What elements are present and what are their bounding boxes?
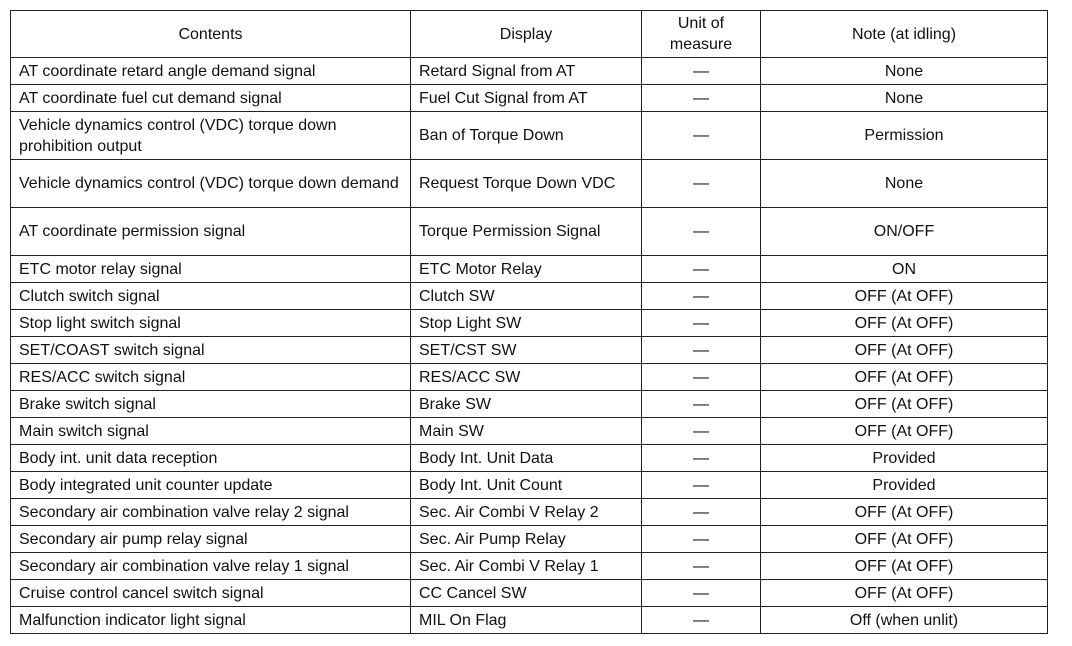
spec-table <box>10 10 1048 634</box>
table-row <box>11 472 1048 499</box>
cell-unit: — <box>642 160 761 208</box>
header-display: Display <box>411 11 642 58</box>
cell-display: Fuel Cut Signal from AT <box>411 85 642 112</box>
cell-note: OFF (At OFF) <box>761 391 1048 418</box>
cell-display: Brake SW <box>411 391 642 418</box>
table-row <box>11 418 1048 445</box>
table-row <box>11 58 1048 85</box>
cell-note: ON/OFF <box>761 208 1048 256</box>
table-row <box>11 283 1048 310</box>
table-row <box>11 364 1048 391</box>
cell-contents: Malfunction indicator light signal <box>11 607 411 634</box>
cell-unit: — <box>642 208 761 256</box>
cell-note: OFF (At OFF) <box>761 418 1048 445</box>
cell-contents: RES/ACC switch signal <box>11 364 411 391</box>
cell-note: OFF (At OFF) <box>761 337 1048 364</box>
cell-note: None <box>761 58 1048 85</box>
table-row <box>11 310 1048 337</box>
cell-unit: — <box>642 553 761 580</box>
cell-unit: — <box>642 364 761 391</box>
cell-display: Request Torque Down VDC <box>411 160 642 208</box>
cell-unit: — <box>642 310 761 337</box>
cell-contents: Vehicle dynamics control (VDC) torque down demand <box>11 160 411 208</box>
cell-note: None <box>761 85 1048 112</box>
cell-contents: Main switch signal <box>11 418 411 445</box>
cell-unit: — <box>642 607 761 634</box>
cell-contents: Secondary air combination valve relay 1 signal <box>11 553 411 580</box>
table-row <box>11 499 1048 526</box>
table-row <box>11 160 1048 208</box>
cell-display: ETC Motor Relay <box>411 256 642 283</box>
cell-contents: Stop light switch signal <box>11 310 411 337</box>
cell-note: Permission <box>761 112 1048 160</box>
table-row <box>11 526 1048 553</box>
cell-note: Off (when unlit) <box>761 607 1048 634</box>
cell-contents: Cruise control cancel switch signal <box>11 580 411 607</box>
header-contents: Contents <box>11 11 411 58</box>
cell-note: OFF (At OFF) <box>761 553 1048 580</box>
cell-unit: — <box>642 580 761 607</box>
cell-display: Main SW <box>411 418 642 445</box>
cell-contents: Clutch switch signal <box>11 283 411 310</box>
cell-note: None <box>761 160 1048 208</box>
cell-unit: — <box>642 391 761 418</box>
table-row <box>11 445 1048 472</box>
table-row <box>11 256 1048 283</box>
cell-contents: Body int. unit data reception <box>11 445 411 472</box>
cell-unit: — <box>642 112 761 160</box>
cell-contents: AT coordinate retard angle demand signal <box>11 58 411 85</box>
cell-note: OFF (At OFF) <box>761 283 1048 310</box>
cell-contents: AT coordinate fuel cut demand signal <box>11 85 411 112</box>
cell-contents: ETC motor relay signal <box>11 256 411 283</box>
cell-display: Sec. Air Combi V Relay 2 <box>411 499 642 526</box>
cell-contents: Brake switch signal <box>11 391 411 418</box>
cell-unit: — <box>642 283 761 310</box>
table-row <box>11 607 1048 634</box>
cell-unit: — <box>642 337 761 364</box>
cell-display: RES/ACC SW <box>411 364 642 391</box>
cell-unit: — <box>642 445 761 472</box>
cell-display: Retard Signal from AT <box>411 58 642 85</box>
cell-display: MIL On Flag <box>411 607 642 634</box>
cell-unit: — <box>642 499 761 526</box>
table-row <box>11 580 1048 607</box>
cell-note: OFF (At OFF) <box>761 310 1048 337</box>
table-row <box>11 112 1048 160</box>
cell-contents: Vehicle dynamics control (VDC) torque down prohibition output <box>11 112 411 160</box>
cell-display: Sec. Air Combi V Relay 1 <box>411 553 642 580</box>
cell-display: Body Int. Unit Data <box>411 445 642 472</box>
cell-display: SET/CST SW <box>411 337 642 364</box>
cell-unit: — <box>642 472 761 499</box>
cell-note: OFF (At OFF) <box>761 364 1048 391</box>
table-row <box>11 85 1048 112</box>
cell-contents: Secondary air pump relay signal <box>11 526 411 553</box>
cell-note: ON <box>761 256 1048 283</box>
cell-note: Provided <box>761 445 1048 472</box>
cell-unit: — <box>642 85 761 112</box>
table-row <box>11 337 1048 364</box>
cell-note: OFF (At OFF) <box>761 526 1048 553</box>
header-unit: Unit of measure <box>642 11 761 58</box>
cell-display: Sec. Air Pump Relay <box>411 526 642 553</box>
cell-contents: Body integrated unit counter update <box>11 472 411 499</box>
cell-display: CC Cancel SW <box>411 580 642 607</box>
header-note: Note (at idling) <box>761 11 1048 58</box>
table-row <box>11 553 1048 580</box>
cell-unit: — <box>642 418 761 445</box>
cell-unit: — <box>642 256 761 283</box>
cell-contents: SET/COAST switch signal <box>11 337 411 364</box>
cell-note: OFF (At OFF) <box>761 499 1048 526</box>
cell-display: Clutch SW <box>411 283 642 310</box>
cell-unit: — <box>642 526 761 553</box>
cell-note: OFF (At OFF) <box>761 580 1048 607</box>
header-row <box>11 11 1048 58</box>
cell-contents: Secondary air combination valve relay 2 signal <box>11 499 411 526</box>
cell-unit: — <box>642 58 761 85</box>
cell-contents: AT coordinate permission signal <box>11 208 411 256</box>
cell-note: Provided <box>761 472 1048 499</box>
cell-display: Stop Light SW <box>411 310 642 337</box>
table-row <box>11 208 1048 256</box>
cell-display: Torque Permission Signal <box>411 208 642 256</box>
table-row <box>11 391 1048 418</box>
cell-display: Body Int. Unit Count <box>411 472 642 499</box>
cell-display: Ban of Torque Down <box>411 112 642 160</box>
